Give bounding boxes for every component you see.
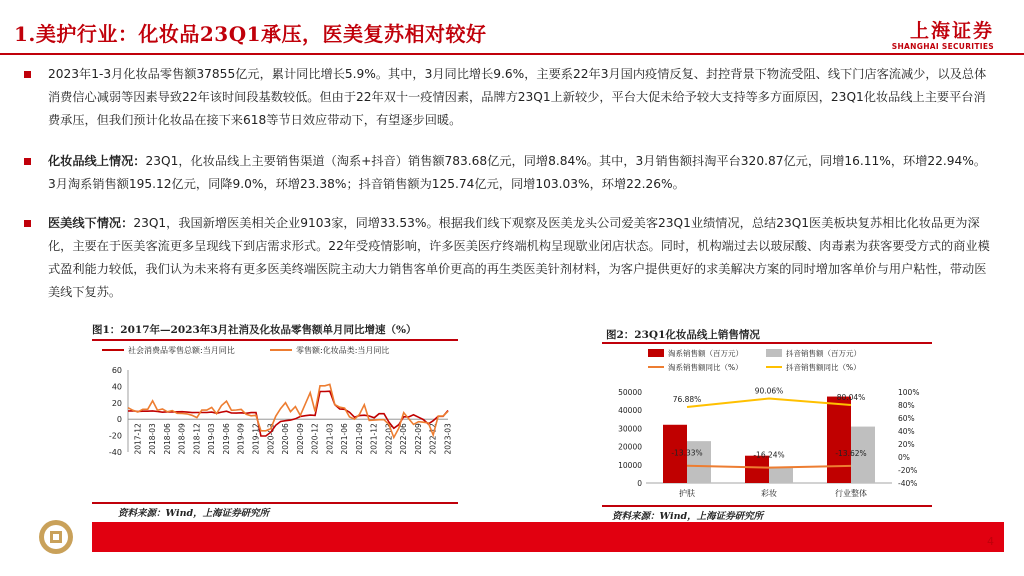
chart1-line-chart xyxy=(92,342,462,502)
y-tick-label: -40 xyxy=(108,448,122,457)
x-tick-label: 2020-06 xyxy=(281,423,291,455)
y-tick-label: 60 xyxy=(111,366,122,375)
y-left-tick-label: 30000 xyxy=(618,424,642,434)
figure1-bottom-rule xyxy=(92,502,458,504)
y-left-tick-label: 50000 xyxy=(618,388,642,397)
bar-1-0 xyxy=(687,441,711,483)
x-tick-label: 2022-09 xyxy=(413,423,423,455)
bullet-square-icon xyxy=(24,158,31,165)
bar-0-2 xyxy=(827,397,851,483)
figure1-source: 资料来源：Wind，上海证券研究所 xyxy=(118,508,270,519)
y-left-tick-label: 0 xyxy=(637,479,642,488)
y-right-tick-label: 60% xyxy=(898,414,915,423)
figure1-rule xyxy=(92,339,458,341)
chart2-bar-line-chart xyxy=(600,346,936,506)
legend-label-0: 社会消费品零售总额:当月同比 xyxy=(128,346,235,355)
y-right-tick-label: -20% xyxy=(898,466,918,475)
x-tick-label: 2020-03 xyxy=(266,423,276,455)
paragraph-text: 2023年1-3月化妆品零售额37855亿元，累计同比增长5.9%。其中，3月同比增长9.6%，主要系22年3月国内疫情反复、封控背景下物流受阻、线下门店客流减少，以及总体消费信心减弱等因素导致22年该时间段基数较低。但由于22年双十一疫情因素，品牌方23Q1上新较少，平台大促未给予较大支持等多方面原因，23Q1化妆品线上主要平台消费承压，但我们预计化妆品在接下来618等节日效应带动下，有望逐步回暖。 xyxy=(48,67,987,127)
x-tick-label: 2017-12 xyxy=(133,423,143,455)
x-tick-label: 2022-06 xyxy=(399,423,409,455)
y-right-tick-label: 80% xyxy=(898,401,915,410)
figure2-rule xyxy=(602,342,932,344)
x-tick-label: 2021-12 xyxy=(369,423,379,455)
page-title: 1.美护行业：化妆品23Q1承压，医美复苏相对较好 xyxy=(14,22,487,46)
paragraph-online xyxy=(24,150,992,196)
logo-en: SHANGHAI SECURITIES xyxy=(891,42,994,51)
x-tick-label: 2019-06 xyxy=(221,423,231,455)
y-right-tick-label: 20% xyxy=(898,440,915,449)
legend-label-0: 淘系销售额（百万元） xyxy=(668,349,743,358)
x-tick-label: 2022-12 xyxy=(428,423,438,455)
y-left-tick-label: 20000 xyxy=(618,442,642,452)
x-tick-label: 2018-06 xyxy=(162,423,172,455)
paragraph-text: 化妆品线上情况：23Q1，化妆品线上主要销售渠道（淘系+抖音）销售额783.68亿元，同增8.84%。其中，3月销售额抖淘平台320.87亿元，同增16.11%，环增22.94%。3月淘系销售额195.12亿元，同降9.0%，环增23.38%；抖音销售额为125.74亿元，同增103.03%，环增22.26%。 xyxy=(48,154,987,191)
page-number: 4 xyxy=(987,535,994,548)
y-left-tick-label: 10000 xyxy=(618,460,642,470)
y-tick-label: 40 xyxy=(111,382,122,392)
figure1-title: 图1：2017年—2023年3月社消及化妆品零售额单月同比增速（%） xyxy=(92,324,417,336)
bar-0-1 xyxy=(745,456,769,483)
y-right-tick-label: -40% xyxy=(898,479,918,488)
douyin-yoy-label: 76.88% xyxy=(672,395,702,405)
x-tick-label: 2019-09 xyxy=(236,423,246,455)
x-tick-label: 2018-09 xyxy=(177,423,187,455)
douyin-yoy-label: 90.06% xyxy=(754,386,784,396)
paragraph-summary xyxy=(24,63,992,132)
y-right-tick-label: 40% xyxy=(898,427,915,436)
logo-cn: 上海证券 xyxy=(909,20,994,42)
bullet-square-icon xyxy=(24,220,31,227)
bullet-square-icon xyxy=(24,71,31,78)
figure2-bottom-rule xyxy=(602,505,932,507)
x-tick-label: 2022-03 xyxy=(384,423,394,455)
y-tick-label: 0 xyxy=(116,415,122,425)
x-tick-label: 2021-03 xyxy=(325,423,335,455)
x-category-label: 行业整体 xyxy=(835,489,867,498)
x-tick-label: 2021-06 xyxy=(340,423,350,455)
legend-label-1: 零售额:化妆品类:当月同比 xyxy=(296,346,390,355)
taoxi-yoy-label: -13.33% xyxy=(671,448,703,458)
footer-bar xyxy=(92,522,1004,552)
x-tick-label: 2023-03 xyxy=(443,423,453,455)
paragraph-offline xyxy=(24,212,992,304)
y-right-tick-label: 0% xyxy=(898,453,910,462)
legend-swatch-1 xyxy=(766,349,782,357)
douyin-yoy-label: 80.04% xyxy=(836,392,866,402)
x-tick-label: 2020-09 xyxy=(295,423,305,455)
legend-label-3: 抖音销售额同比（%） xyxy=(786,363,861,372)
title-divider xyxy=(0,53,1024,55)
y-left-tick-label: 40000 xyxy=(618,406,642,416)
legend-label-1: 抖音销售额（百万元） xyxy=(786,349,861,358)
company-logo xyxy=(892,16,994,51)
x-category-label: 护肤 xyxy=(679,489,695,498)
line-series-1 xyxy=(687,399,851,408)
legend-label-2: 淘系销售额同比（%） xyxy=(668,363,743,372)
y-right-tick-label: 100% xyxy=(898,388,920,397)
taoxi-yoy-label: -13.62% xyxy=(835,448,867,458)
y-tick-label: -20 xyxy=(108,431,122,441)
paragraph-text: 医美线下情况：23Q1，我国新增医美相关企业9103家，同增33.53%。根据我们线下观察及医美龙头公司爱美客23Q1业绩情况，总结23Q1医美板块复苏相比化妆品更为深化，主要在于医美客流更多呈现线下到店需求形式。22年受疫情影响，许多医美医疗终端机构呈现歇业闭店状态。同时，机构端过去以玻尿酸、肉毒素为获客要受方式的商业模式盈利能力较低，我们认为未来将有更多医美终端医院主动大力销售客单价更高的再生类医美针剂材料，为客户提供更好的求美解决方案的同时增加客单价与用户粘性，带动医美线下复苏。 xyxy=(48,216,990,299)
x-tick-label: 2020-12 xyxy=(310,423,320,455)
legend-swatch-0 xyxy=(648,349,664,357)
figure2-title: 图2：23Q1化妆品线上销售情况 xyxy=(606,329,760,341)
x-tick-label: 2019-12 xyxy=(251,423,261,455)
x-category-label: 彩妆 xyxy=(761,489,777,498)
x-tick-label: 2018-03 xyxy=(148,423,158,455)
y-tick-label: 20 xyxy=(111,398,122,408)
taoxi-yoy-label: -16.24% xyxy=(753,450,785,460)
x-tick-label: 2021-09 xyxy=(354,423,364,455)
company-emblem-icon xyxy=(38,519,74,555)
figure2-source: 资料来源：Wind，上海证券研究所 xyxy=(612,511,764,522)
x-tick-label: 2019-03 xyxy=(207,423,217,455)
x-tick-label: 2018-12 xyxy=(192,423,202,455)
bar-1-1 xyxy=(769,467,793,483)
